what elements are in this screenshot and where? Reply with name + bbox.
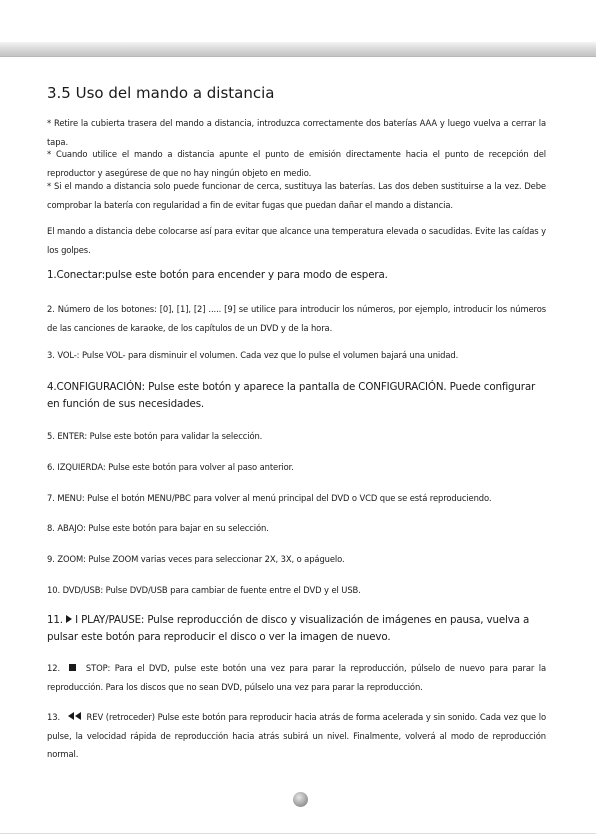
play-pause-icon <box>66 615 75 623</box>
item-stop <box>47 659 546 696</box>
rewind-icon <box>68 712 81 720</box>
item-enter: 5. ENTER: Pulse este botón para validar la selección. <box>47 431 263 441</box>
page-marker-icon <box>293 792 308 807</box>
item-vol: 3. VOL-: Pulse VOL- para disminuir el volumen. Cada vez que lo pulse el volumen bajará una unidad. <box>47 350 459 360</box>
item-number-buttons: 2. Número de los botones: [0], [1], [2] ..... [9] se utilice para introducir los números, por ejemplo, introducir los números de las canciones de karaoke, de los capítulos de un DVD y de la hora. <box>47 304 546 333</box>
item-rev-number: 13. <box>47 712 61 722</box>
item-rev-text: REV (retroceder) Pulse este botón para reproducir hacia atrás de forma acelerada y sin sonido. Cada vez que lo pulse, la velocidad rápida de reproducción hacia atrás subirá un nivel. Finalmente, volverá al modo de reproducción normal. <box>47 712 546 759</box>
page-bottom-rule <box>0 833 596 834</box>
item-play-pause-text: I PLAY/PAUSE: Pulse reproducción de disco y visualización de imágenes en pausa, vuelva a pulsar este botón para reproducir el disco o ver la imagen de nuevo. <box>47 614 530 643</box>
section-title: 3.5 Uso del mando a distancia <box>47 84 275 102</box>
stop-icon <box>69 664 77 671</box>
item-dvd-usb: 10. DVD/USB: Pulse DVD/USB para cambiar de fuente entre el DVD y el USB. <box>47 585 361 595</box>
bullet-replace-batteries: * Si el mando a distancia solo puede funcionar de cerca, sustituya las baterías. Las dos deben sustituirse a la vez. Debe comprobar la batería con regularidad a fin de evitar fugas que puedan dañar el mando a distancia. <box>47 181 546 210</box>
item-setup: 4.CONFIGURACIÓN: Pulse este botón y aparece la pantalla de CONFIGURACIÓN. Puede configurar en función de sus necesidades. <box>47 381 536 410</box>
item-play-pause <box>47 612 546 646</box>
item-zoom: 9. ZOOM: Pulse ZOOM varias veces para seleccionar 2X, 3X, o apáguelo. <box>47 554 345 564</box>
bullet-batteries: * Retire la cubierta trasera del mando a distancia, introduzca correctamente dos baterías AAA y luego vuelva a cerrar la tapa. <box>47 118 546 147</box>
item-stop-text: STOP: Para el DVD, pulse este botón una vez para parar la reproducción, púlselo de nuevo para parar la reproducción. Para los discos que no sean DVD, púlselo una vez para parar la reproducción. <box>47 663 546 692</box>
header-bar <box>0 42 596 57</box>
item-play-pause-number: 11. <box>47 614 63 626</box>
item-down: 8. ABAJO: Pulse este botón para bajar en su selección. <box>47 523 269 533</box>
item-stop-number: 12. <box>47 663 61 673</box>
item-power: 1.Conectar:pulse este botón para encender y para modo de espera. <box>47 269 388 281</box>
note-placement: El mando a distancia debe colocarse así para evitar que alcance una temperatura elevada o sacudidas. Evite las caídas y los golpes. <box>47 226 546 255</box>
bullet-aim: * Cuando utilice el mando a distancia apunte el punto de emisión directamente hacia el punto de recepción del reproductor y asegúrese de que no hay ningún objeto en medio. <box>47 149 546 178</box>
item-rev <box>47 708 546 764</box>
item-left: 6. IZQUIERDA: Pulse este botón para volver al paso anterior. <box>47 462 294 472</box>
item-menu: 7. MENU: Pulse el botón MENU/PBC para volver al menú principal del DVD o VCD que se está reproduciendo. <box>47 493 492 503</box>
